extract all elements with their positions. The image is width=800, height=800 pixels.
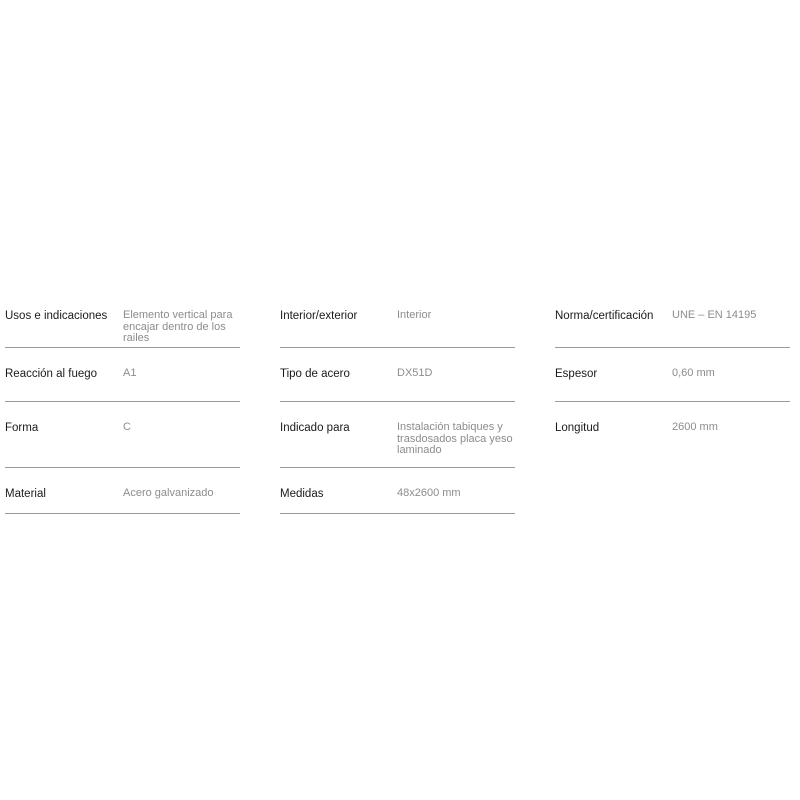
spec-label: Medidas: [280, 488, 324, 500]
spec-row-usos: [5, 308, 240, 348]
spec-label: Longitud: [555, 422, 600, 434]
spec-value: A1: [123, 367, 137, 379]
spec-row-longitud: [555, 420, 790, 468]
spec-row-forma: [5, 420, 240, 468]
spec-value: C: [123, 421, 131, 433]
spec-value: Interior: [397, 309, 432, 321]
spec-label: Usos e indicaciones: [5, 310, 108, 322]
spec-value: UNE – EN 14195: [672, 309, 757, 321]
spec-label: Norma/certificación: [555, 310, 654, 322]
spec-row-tipo-acero: [280, 366, 515, 402]
spec-row-indicado-para: [280, 420, 515, 468]
specs-column-1: [5, 308, 240, 514]
spec-row-norma: [555, 308, 790, 348]
spec-row-interior-exterior: [280, 308, 515, 348]
spec-label: Forma: [5, 422, 39, 434]
spec-value: Instalación tabiques y trasdosados placa yeso laminado: [397, 421, 513, 456]
spec-value: Elemento vertical para encajar dentro de los railes: [123, 309, 233, 344]
spec-row-material: [5, 486, 240, 514]
spec-label: Espesor: [555, 368, 598, 380]
spec-row-reaccion: [5, 366, 240, 402]
spec-value: Acero galvanizado: [123, 487, 214, 499]
spec-value: 48x2600 mm: [397, 487, 461, 499]
spec-label: Material: [5, 488, 46, 500]
spec-value: 2600 mm: [672, 421, 718, 433]
specs-column-3: [555, 308, 790, 468]
spec-row-espesor: [555, 366, 790, 402]
spec-label: Tipo de acero: [280, 368, 350, 380]
spec-label: Indicado para: [280, 422, 350, 434]
specs-column-2: [280, 308, 515, 514]
spec-row-medidas: [280, 486, 515, 514]
spec-label: Interior/exterior: [280, 310, 358, 322]
spec-label: Reacción al fuego: [5, 368, 98, 380]
spec-value: DX51D: [397, 367, 433, 379]
spec-value: 0,60 mm: [672, 367, 715, 379]
